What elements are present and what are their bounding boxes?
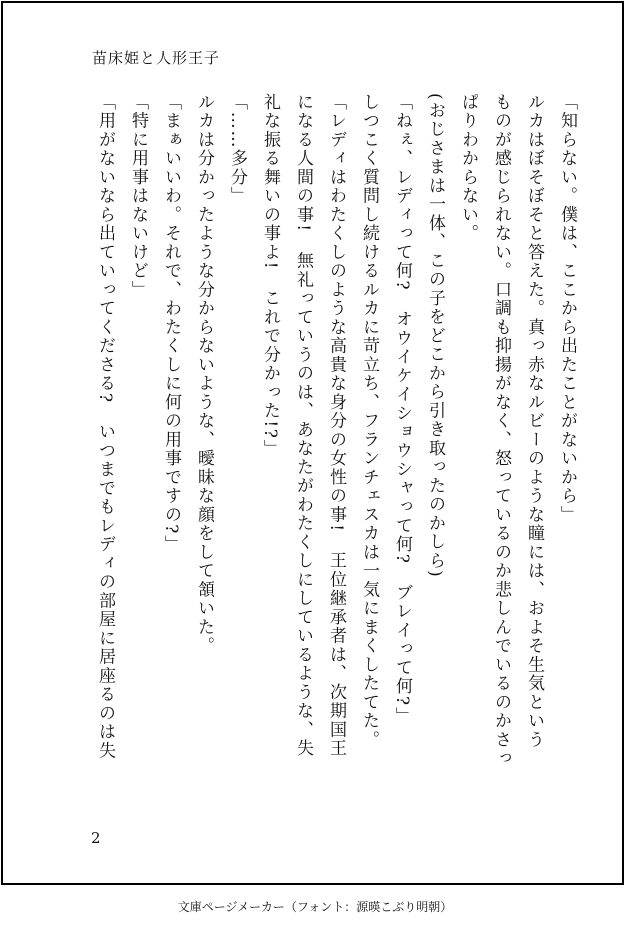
vertical-body-text	[3, 93, 626, 803]
text-line: 「ねぇ、レディって何? オウイケイショウシャって何? ブレイって何?」	[392, 93, 412, 726]
text-line: 「……多分」	[227, 93, 247, 206]
text-line: ぱりわからない。	[458, 93, 478, 243]
text-line: 礼な振る舞いの事よ! これで分かった!?」	[260, 93, 280, 459]
book-page	[1, 1, 624, 885]
text-line: 「まぁいいわ。それで、わたくしに何の用事ですの?」	[161, 93, 181, 554]
text-line: 「特に用事はないけど」	[128, 93, 148, 300]
book-title: 苗床姫と人形王子	[92, 49, 221, 67]
text-line: ものが感じられない。口調も抑揚がなく、怒っているのか悲しんでいるのかさっ	[491, 93, 511, 768]
text-line: になる人間の事! 無礼っていうのは、あなたがわたくしにしているような、失	[293, 93, 313, 758]
text-line: (おじさまは一体、この子をどこから引き取ったのかしら)	[425, 93, 445, 579]
page-number: 2	[91, 829, 101, 847]
text-line: 「知らない。僕は、ここから出たことがないから」	[557, 93, 577, 525]
footer-caption: 文庫ページメーカー（フォント：源暎こぶり明朝）	[177, 900, 453, 914]
text-line: しつこく質問し続けるルカに苛立ち、フランチェスカは一気にまくしたてた。	[359, 93, 379, 750]
text-line: ルカは分かったような分からないような、曖昧な顔をして頷いた。	[194, 93, 214, 656]
text-line: 「レディはわたくしのような高貴な身分の女性の事! 王位継承者は、次期国王	[326, 93, 346, 758]
text-line: ルカはぼそぼそと答えた。真っ赤なルビーのような瞳には、およそ生気という	[524, 93, 544, 750]
text-line: 「用がないなら出ていってくださる? いつまでもレディの部屋に居座るのは失	[95, 93, 115, 761]
